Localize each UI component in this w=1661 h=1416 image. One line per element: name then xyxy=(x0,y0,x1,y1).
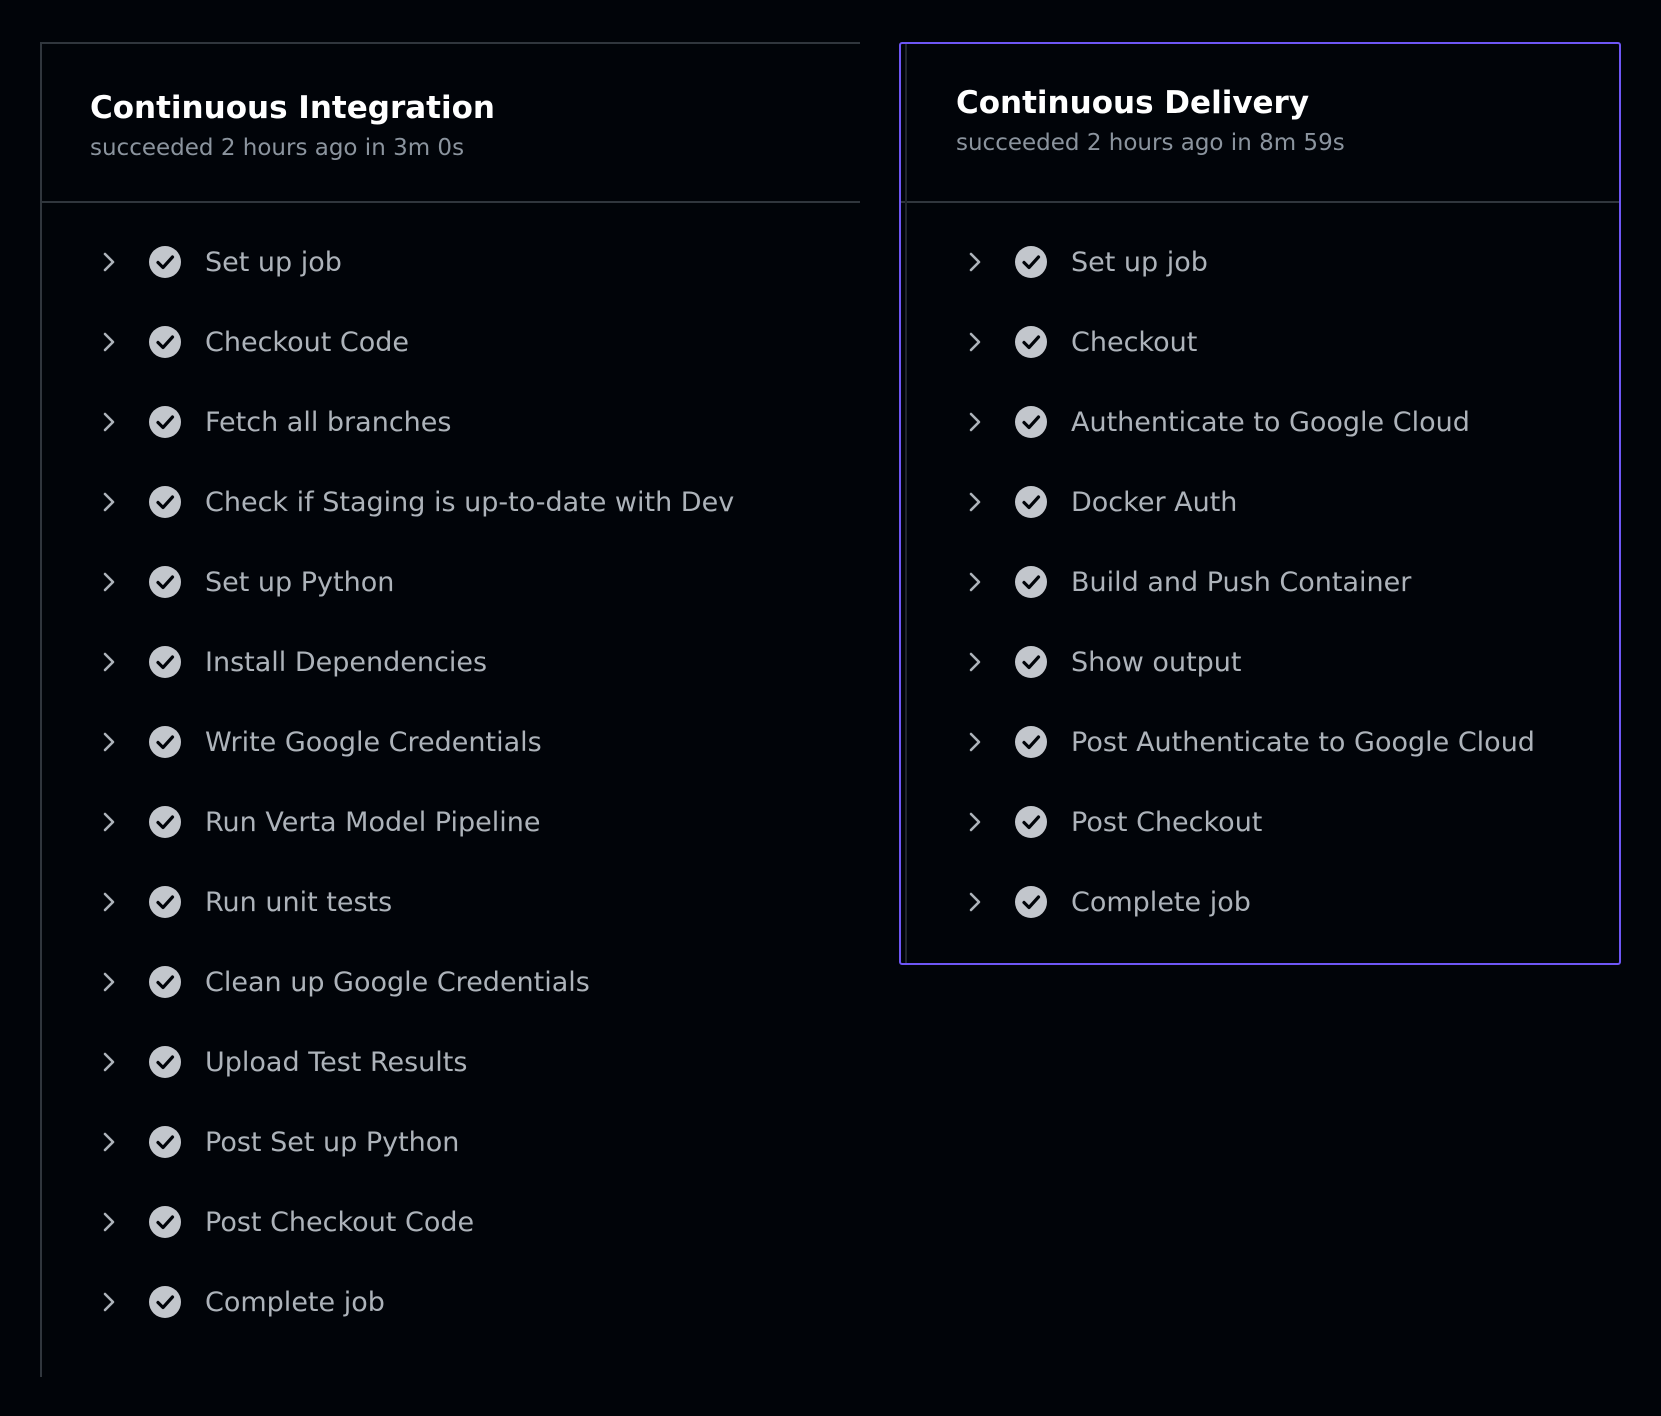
chevron-right-icon[interactable] xyxy=(98,571,120,593)
chevron-right-icon[interactable] xyxy=(98,651,120,673)
step-checkout[interactable] xyxy=(901,302,1619,382)
chevron-right-icon[interactable] xyxy=(98,1051,120,1073)
chevron-right-icon[interactable] xyxy=(964,891,986,913)
chevron-right-icon[interactable] xyxy=(98,731,120,753)
step-post-authenticate-to-google-cloud[interactable] xyxy=(901,702,1619,782)
step-clean-up-google-credentials[interactable] xyxy=(42,942,860,1022)
step-build-and-push-container[interactable] xyxy=(901,542,1619,622)
ci-step-list xyxy=(42,203,860,1342)
check-circle-icon xyxy=(148,325,182,359)
check-circle-icon xyxy=(148,245,182,279)
check-circle-icon xyxy=(148,565,182,599)
check-circle-icon xyxy=(1014,645,1048,679)
continuous-delivery-panel xyxy=(899,42,1621,965)
chevron-right-icon[interactable] xyxy=(98,1211,120,1233)
step-checkout-code[interactable] xyxy=(42,302,860,382)
check-circle-icon xyxy=(1014,805,1048,839)
check-circle-icon xyxy=(1014,565,1048,599)
chevron-right-icon[interactable] xyxy=(964,491,986,513)
check-circle-icon xyxy=(1014,725,1048,759)
chevron-right-icon[interactable] xyxy=(964,331,986,353)
step-post-checkout-code[interactable] xyxy=(42,1182,860,1262)
check-circle-icon xyxy=(148,965,182,999)
ci-panel-title: Continuous Integration xyxy=(90,90,495,126)
cd-panel-title: Continuous Delivery xyxy=(956,85,1310,121)
step-label: Write Google Credentials xyxy=(205,726,542,758)
check-circle-icon xyxy=(1014,325,1048,359)
chevron-right-icon[interactable] xyxy=(98,811,120,833)
check-circle-icon xyxy=(148,885,182,919)
chevron-right-icon[interactable] xyxy=(964,651,986,673)
ci-panel-subtitle: succeeded 2 hours ago in 3m 0s xyxy=(90,135,465,161)
step-authenticate-to-google-cloud[interactable] xyxy=(901,382,1619,462)
chevron-right-icon[interactable] xyxy=(98,331,120,353)
step-check-if-staging-is-up-to-date-with-dev[interactable] xyxy=(42,462,860,542)
step-label: Post Checkout Code xyxy=(205,1206,475,1238)
step-run-verta-model-pipeline[interactable] xyxy=(42,782,860,862)
step-write-google-credentials[interactable] xyxy=(42,702,860,782)
step-label: Post Authenticate to Google Cloud xyxy=(1071,726,1535,758)
cd-panel-subtitle: succeeded 2 hours ago in 8m 59s xyxy=(956,130,1345,156)
continuous-integration-panel xyxy=(40,42,860,1377)
check-circle-icon xyxy=(148,1045,182,1079)
chevron-right-icon[interactable] xyxy=(98,251,120,273)
step-show-output[interactable] xyxy=(901,622,1619,702)
chevron-right-icon[interactable] xyxy=(98,891,120,913)
step-label: Fetch all branches xyxy=(205,406,452,438)
check-circle-icon xyxy=(148,1125,182,1159)
chevron-right-icon[interactable] xyxy=(98,491,120,513)
check-circle-icon xyxy=(148,725,182,759)
step-label: Set up job xyxy=(205,246,342,278)
step-label: Authenticate to Google Cloud xyxy=(1071,406,1470,438)
check-circle-icon xyxy=(1014,245,1048,279)
step-label: Show output xyxy=(1071,646,1242,678)
step-docker-auth[interactable] xyxy=(901,462,1619,542)
chevron-right-icon[interactable] xyxy=(964,571,986,593)
step-upload-test-results[interactable] xyxy=(42,1022,860,1102)
step-install-dependencies[interactable] xyxy=(42,622,860,702)
step-post-set-up-python[interactable] xyxy=(42,1102,860,1182)
check-circle-icon xyxy=(148,485,182,519)
cd-panel-header xyxy=(901,44,1619,203)
step-label: Docker Auth xyxy=(1071,486,1238,518)
ci-panel-header xyxy=(42,44,860,203)
check-circle-icon xyxy=(1014,485,1048,519)
step-label: Checkout Code xyxy=(205,326,410,358)
step-set-up-job[interactable] xyxy=(901,222,1619,302)
step-label: Checkout xyxy=(1071,326,1198,358)
step-fetch-all-branches[interactable] xyxy=(42,382,860,462)
chevron-right-icon[interactable] xyxy=(98,971,120,993)
step-label: Clean up Google Credentials xyxy=(205,966,590,998)
step-run-unit-tests[interactable] xyxy=(42,862,860,942)
chevron-right-icon[interactable] xyxy=(98,411,120,433)
check-circle-icon xyxy=(148,645,182,679)
step-complete-job[interactable] xyxy=(901,862,1619,942)
step-label: Complete job xyxy=(1071,886,1251,918)
check-circle-icon xyxy=(148,805,182,839)
step-post-checkout[interactable] xyxy=(901,782,1619,862)
step-set-up-job[interactable] xyxy=(42,222,860,302)
step-label: Build and Push Container xyxy=(1071,566,1412,598)
step-complete-job[interactable] xyxy=(42,1262,860,1342)
step-label: Post Set up Python xyxy=(205,1126,460,1158)
step-label: Check if Staging is up-to-date with Dev xyxy=(205,486,735,518)
step-label: Set up Python xyxy=(205,566,395,598)
step-label: Install Dependencies xyxy=(205,646,488,678)
check-circle-icon xyxy=(148,405,182,439)
step-label: Complete job xyxy=(205,1286,385,1318)
cd-step-list xyxy=(901,203,1619,942)
step-label: Upload Test Results xyxy=(205,1046,468,1078)
chevron-right-icon[interactable] xyxy=(98,1291,120,1313)
check-circle-icon xyxy=(1014,885,1048,919)
chevron-right-icon[interactable] xyxy=(964,731,986,753)
step-label: Post Checkout xyxy=(1071,806,1263,838)
chevron-right-icon[interactable] xyxy=(964,251,986,273)
check-circle-icon xyxy=(148,1205,182,1239)
step-label: Set up job xyxy=(1071,246,1208,278)
chevron-right-icon[interactable] xyxy=(964,411,986,433)
chevron-right-icon[interactable] xyxy=(964,811,986,833)
step-set-up-python[interactable] xyxy=(42,542,860,622)
check-circle-icon xyxy=(1014,405,1048,439)
step-label: Run unit tests xyxy=(205,886,393,918)
check-circle-icon xyxy=(148,1285,182,1319)
chevron-right-icon[interactable] xyxy=(98,1131,120,1153)
step-label: Run Verta Model Pipeline xyxy=(205,806,541,838)
